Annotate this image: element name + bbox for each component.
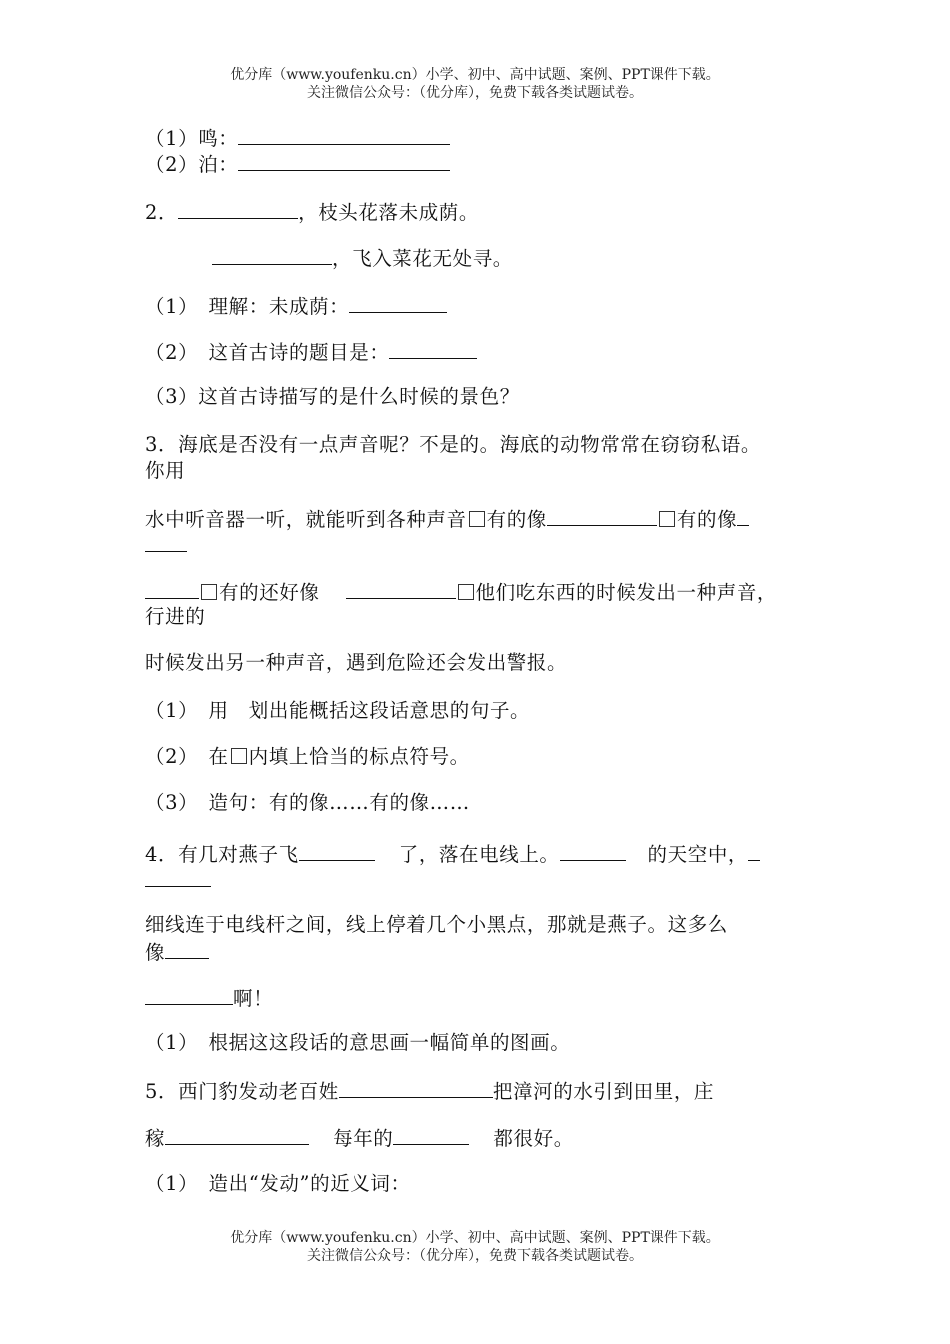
q3-sub-3: （3） 造句：有的像……有的像…… [145,791,470,814]
q2-line-2: ，飞入菜花无处寻。 [212,244,513,272]
q3-line-2-cont [145,531,187,559]
punctuation-box[interactable] [458,584,474,600]
q2-sub-2: （2） 这首古诗的题目是： [145,338,477,366]
q3-line-2: 水中听音器一听，就能听到各种声音 有的像 有的像 [145,505,749,533]
q4-line-3: 啊！ [145,984,273,1012]
q1-item-1: （1）鸣： [145,124,450,152]
punctuation-box[interactable] [659,511,675,527]
q5-line-2: 稼 每年的 都很好。 [145,1124,574,1152]
answer-blank[interactable] [238,150,450,171]
q4-sub-1: （1） 根据这这段话的意思画一幅简单的图画。 [145,1031,571,1054]
answer-blank[interactable] [165,938,209,959]
header-line-2: 关注微信公众号：（优分库），免费下载各类试题试卷。 [307,85,643,101]
q3-line-1: 3．海底是否没有一点声音呢？不是的。海底的动物常常在窃窃私语。 [145,433,762,456]
answer-blank[interactable] [560,840,626,861]
answer-blank[interactable] [145,578,199,599]
q3-line-4: 时候发出另一种声音，遇到危险还会发出警报。 [145,651,568,674]
answer-blank[interactable] [389,338,477,359]
q5-line-1: 5．西门豹发动老百姓 把漳河的水引到田里，庄 [145,1077,714,1105]
answer-blank[interactable] [737,505,749,526]
page-footer [0,1229,950,1265]
answer-blank[interactable] [145,531,187,552]
punctuation-box[interactable] [469,511,485,527]
answer-blank[interactable] [346,578,456,599]
answer-blank[interactable] [212,244,332,265]
q1-item-2: （2）泊： [145,150,450,178]
footer-line-2: 关注微信公众号：（优分库），免费下载各类试题试卷。 [307,1248,643,1264]
answer-blank[interactable] [145,866,211,887]
q3-sub-1: （1） 用 划出能概括这段话意思的句子。 [145,699,531,722]
punctuation-box[interactable] [201,584,217,600]
answer-blank[interactable] [748,840,760,861]
q4-line-1-cont [145,866,211,894]
answer-blank[interactable] [165,1124,309,1145]
page-header [0,66,950,102]
q2-line-1: 2． ，枝头花落未成荫。 [145,198,479,226]
q5-sub-1: （1） 造出“发动”的近义词： [145,1172,411,1195]
q3-line-3: 有的还好像 他们吃东西的时候发出一种声音， [145,578,777,606]
header-line-1: 优分库（www.youfenku.cn）小学、初中、高中试题、案例、PPT课件下载。 [230,67,720,83]
answer-blank[interactable] [178,198,298,219]
footer-line-1: 优分库（www.youfenku.cn）小学、初中、高中试题、案例、PPT课件下载。 [230,1230,720,1246]
answer-blank[interactable] [349,292,447,313]
answer-blank[interactable] [299,840,375,861]
q3-line-3b: 行进的 [145,605,206,628]
q4-line-1: 4．有几对燕子飞 了，落在电线上。 的天空中， [145,840,760,868]
answer-blank[interactable] [547,505,657,526]
q3-sub-2: （2） 在 内填上恰当的标点符号。 [145,745,470,768]
q3-line-1b: 你用 [145,459,186,482]
answer-blank[interactable] [238,124,450,145]
q2-sub-3: （3）这首古诗描写的是什么时候的景色？ [145,385,520,408]
answer-blank[interactable] [339,1077,493,1098]
answer-blank[interactable] [145,984,233,1005]
q2-sub-1: （1） 理解：未成荫： [145,292,447,320]
punctuation-box [231,748,247,764]
q4-line-2: 细线连于电线杆之间，线上停着几个小黑点，那就是燕子。这多么 [145,913,728,936]
answer-blank[interactable] [393,1124,469,1145]
q4-line-2b: 像 [145,938,209,966]
